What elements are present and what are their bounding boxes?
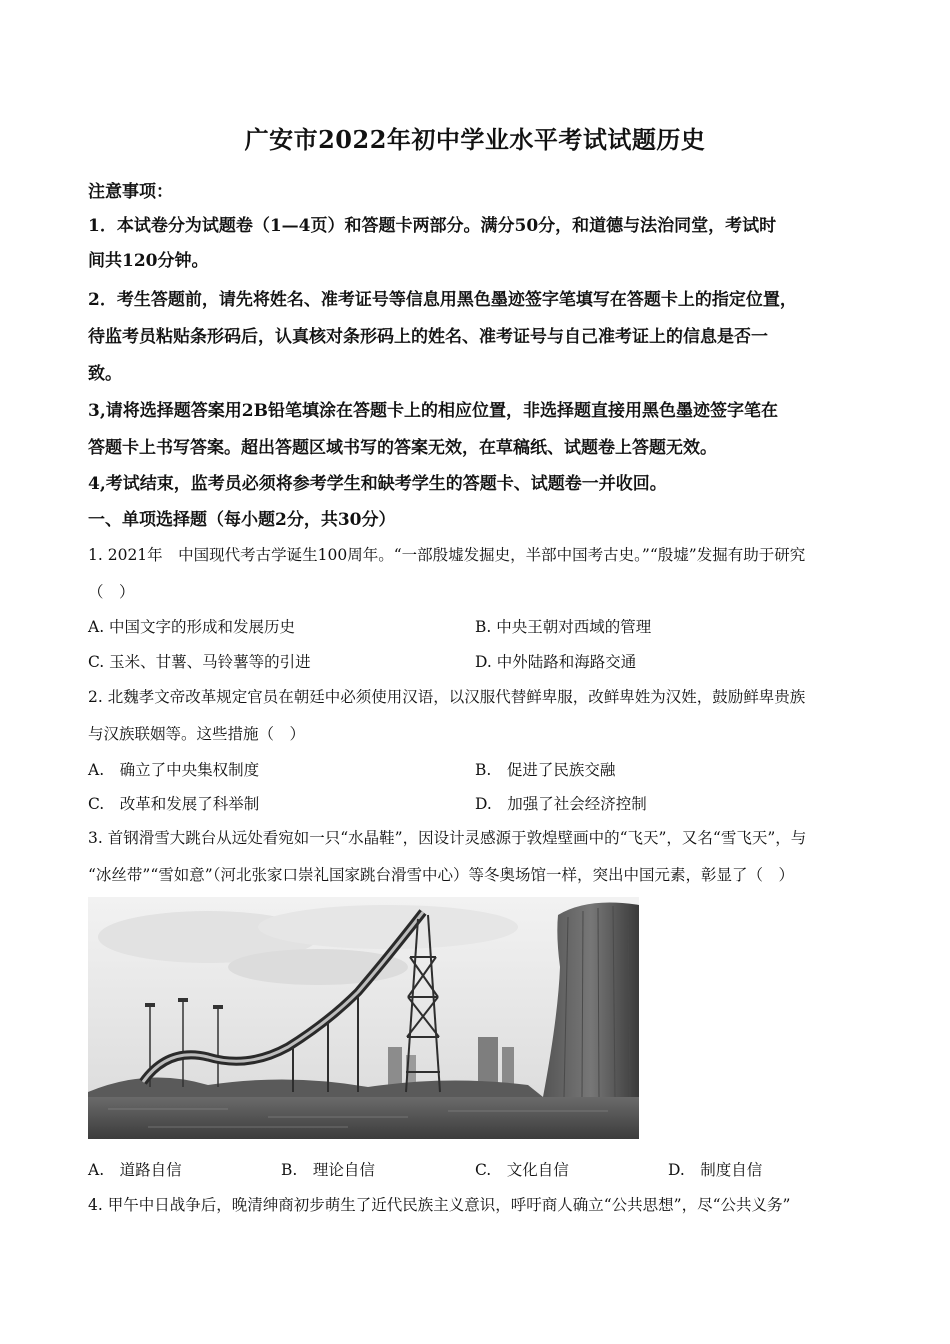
option-c: C. 玉米、甘薯、马铃薯等的引进	[88, 653, 311, 671]
option-a: A. 确立了中央集权制度	[88, 761, 260, 779]
option-b: B. 促进了民族交融	[475, 761, 616, 779]
option-c: C. 文化自信	[475, 1161, 569, 1179]
question-stem: “冰丝带”“雪如意”（河北张家口崇礼国家跳台滑雪中心）等冬奥场馆一样，突出中国元素，彰显了（ ）	[88, 866, 794, 884]
option-d: D. 中外陆路和海路交通	[475, 653, 637, 671]
ski-jump-illustration	[88, 897, 639, 1139]
notice-line: 致。	[88, 364, 122, 384]
question-stem: 2. 北魏孝文帝改革规定官员在朝廷中必须使用汉语，以汉服代替鲜卑服，改鲜卑姓为汉姓，鼓励鲜卑贵族	[88, 688, 806, 706]
notice-line: 4,考试结束，监考员必须将参考学生和缺考学生的答题卡、试题卷一并收回。	[88, 474, 667, 494]
notice-line: 间共120分钟。	[88, 251, 209, 271]
question-stem: 4. 甲午中日战争后，晚清绅商初步萌生了近代民族主义意识，呼吁商人确立“公共思想”，尽“公共义务”	[88, 1196, 791, 1214]
question-stem: 与汉族联姻等。这些措施（ ）	[88, 725, 306, 743]
option-a: A. 中国文字的形成和发展历史	[88, 618, 296, 636]
notice-line: 答题卡上书写答案。超出答题区域书写的答案无效，在草稿纸、试题卷上答题无效。	[88, 438, 717, 458]
question-stem: 1. 2021年 中国现代考古学诞生100周年。“一部殷墟发掘史，半部中国考古史。”“殷墟”发掘有助于研究	[88, 546, 806, 564]
option-b: B. 理论自信	[281, 1161, 375, 1179]
notice-line: 待监考员粘贴条形码后，认真核对条形码上的姓名、准考证号与自己准考证上的信息是否一	[88, 327, 768, 347]
notice-line: 1．本试卷分为试题卷（1—4页）和答题卡两部分。满分50分，和道德与法治同堂，考试时	[88, 216, 777, 236]
notice-line: 3,请将选择题答案用2B铅笔填涂在答题卡上的相应位置，非选择题直接用黑色墨迹签字笔在	[88, 401, 778, 421]
page-title: 广安市2022年初中学业水平考试试题历史	[244, 125, 706, 154]
question-stem: 3. 首钢滑雪大跳台从远处看宛如一只“水晶鞋”，因设计灵感源于敦煌壁画中的“飞天”，又名“雪飞天”，与	[88, 829, 807, 847]
notice-line: 2．考生答题前，请先将姓名、准考证号等信息用黑色墨迹签字笔填写在答题卡上的指定位置，	[88, 290, 797, 310]
notice-heading: 注意事项：	[88, 182, 173, 202]
section-heading: 一、单项选择题（每小题2分，共30分）	[88, 510, 396, 530]
option-c: C. 改革和发展了科举制	[88, 795, 260, 813]
option-a: A. 道路自信	[88, 1161, 182, 1179]
option-d: D. 制度自信	[668, 1161, 763, 1179]
question-stem: （ ）	[88, 583, 135, 601]
option-b: B. 中央王朝对西域的管理	[475, 618, 652, 636]
option-d: D. 加强了社会经济控制	[475, 795, 647, 813]
ski-jump-photo	[88, 897, 639, 1139]
